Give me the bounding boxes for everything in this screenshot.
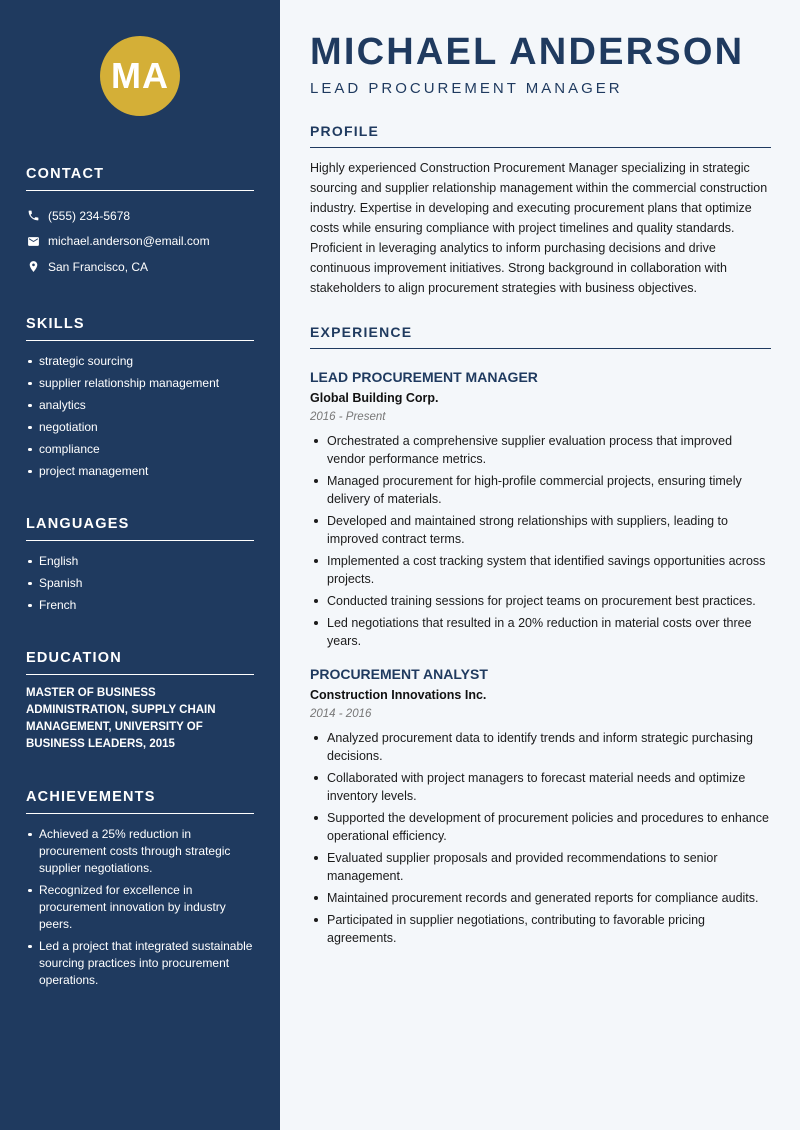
main-content — [280, 0, 800, 1130]
languages-heading: LANGUAGES — [26, 516, 254, 541]
job-role: PROCUREMENT ANALYST — [310, 666, 488, 682]
profile-section — [310, 123, 771, 298]
language-item: French — [26, 597, 254, 614]
experience-heading: EXPERIENCE — [310, 324, 771, 349]
job-entry — [310, 666, 771, 947]
duty-item: Supported the development of procurement policies and procedures to enhance operational efficiency. — [310, 809, 771, 845]
language-item: English — [26, 553, 254, 570]
contact-heading: CONTACT — [26, 166, 254, 191]
contact-email — [26, 229, 254, 255]
languages-section — [26, 516, 254, 614]
duty-item: Managed procurement for high-profile commercial projects, ensuring timely delivery of materials. — [310, 472, 771, 508]
languages-list — [26, 553, 254, 614]
skill-item: strategic sourcing — [26, 353, 254, 370]
achievement-item: Achieved a 25% reduction in procurement costs through strategic supplier negotiations. — [26, 826, 254, 877]
contact-phone — [26, 203, 254, 229]
achievements-section — [26, 789, 254, 989]
education-heading: EDUCATION — [26, 650, 254, 675]
location-pin-icon — [26, 260, 40, 274]
skill-item: negotiation — [26, 419, 254, 436]
duty-item: Maintained procurement records and generated reports for compliance audits. — [310, 889, 771, 907]
skills-heading: SKILLS — [26, 316, 254, 341]
profile-text: Highly experienced Construction Procurement Manager specializing in strategic sourcing and supplier relationship management within the commercial construction industry. Expertise in developing and executing procurement plans that optimize costs while ensuring compliance with project timelines and quality standards. Proficient in leveraging analytics to inform purchasing decisions and drive continuous improvement initiatives. Strong background in collaboration with stakeholders to align procurement strategies with business objectives. — [310, 161, 768, 295]
job-duties — [310, 729, 771, 947]
job-company: Construction Innovations Inc. — [310, 688, 487, 702]
duty-item: Orchestrated a comprehensive supplier evaluation process that improved vendor performance metrics. — [310, 432, 771, 468]
candidate-title: LEAD PROCUREMENT MANAGER — [310, 80, 623, 97]
job-duties — [310, 432, 771, 650]
job-dates: 2016 - Present — [310, 411, 386, 423]
phone-icon — [26, 209, 40, 223]
achievement-item: Recognized for excellence in procurement innovation by industry peers. — [26, 882, 254, 933]
achievement-item: Led a project that integrated sustainable sourcing practices into procurement operations. — [26, 938, 254, 989]
skill-item: compliance — [26, 441, 254, 458]
language-item: Spanish — [26, 575, 254, 592]
job-role: LEAD PROCUREMENT MANAGER — [310, 369, 538, 385]
duty-item: Developed and maintained strong relationships with suppliers, leading to improved contract terms. — [310, 512, 771, 548]
contact-email-text: michael.anderson@email.com — [48, 234, 210, 249]
job-dates: 2014 - 2016 — [310, 708, 372, 720]
education-text: MASTER OF BUSINESS ADMINISTRATION, SUPPLY CHAIN MANAGEMENT, UNIVERSITY OF BUSINESS LEADERS, 2015 — [26, 686, 216, 750]
duty-item: Led negotiations that resulted in a 20% reduction in material costs over three years. — [310, 614, 771, 650]
avatar: MA — [100, 36, 180, 116]
achievements-list — [26, 826, 254, 989]
experience-section — [310, 324, 771, 947]
skill-item: project management — [26, 463, 254, 480]
job-entry — [310, 369, 771, 650]
contact-location — [26, 254, 254, 280]
skills-list — [26, 353, 254, 480]
duty-item: Participated in supplier negotiations, contributing to favorable pricing agreements. — [310, 911, 771, 947]
skill-item: supplier relationship management — [26, 375, 254, 392]
duty-item: Evaluated supplier proposals and provided recommendations to senior management. — [310, 849, 771, 885]
contact-location-text: San Francisco, CA — [48, 259, 149, 274]
duty-item: Collaborated with project managers to forecast material needs and optimize inventory levels. — [310, 769, 771, 805]
education-section — [26, 650, 254, 753]
duty-item: Conducted training sessions for project teams on procurement best practices. — [310, 592, 771, 610]
job-company: Global Building Corp. — [310, 391, 439, 405]
sidebar — [0, 0, 280, 1130]
contact-phone-text: (555) 234-5678 — [48, 208, 131, 223]
duty-item: Analyzed procurement data to identify trends and inform strategic purchasing decisions. — [310, 729, 771, 765]
achievements-heading: ACHIEVEMENTS — [26, 789, 254, 814]
profile-heading: PROFILE — [310, 123, 771, 148]
duty-item: Implemented a cost tracking system that identified savings opportunities across projects. — [310, 552, 771, 588]
email-icon — [26, 234, 40, 248]
contact-list — [26, 203, 254, 280]
skill-item: analytics — [26, 397, 254, 414]
contact-section — [26, 166, 254, 280]
candidate-name: MICHAEL ANDERSON — [310, 31, 745, 73]
skills-section — [26, 316, 254, 480]
